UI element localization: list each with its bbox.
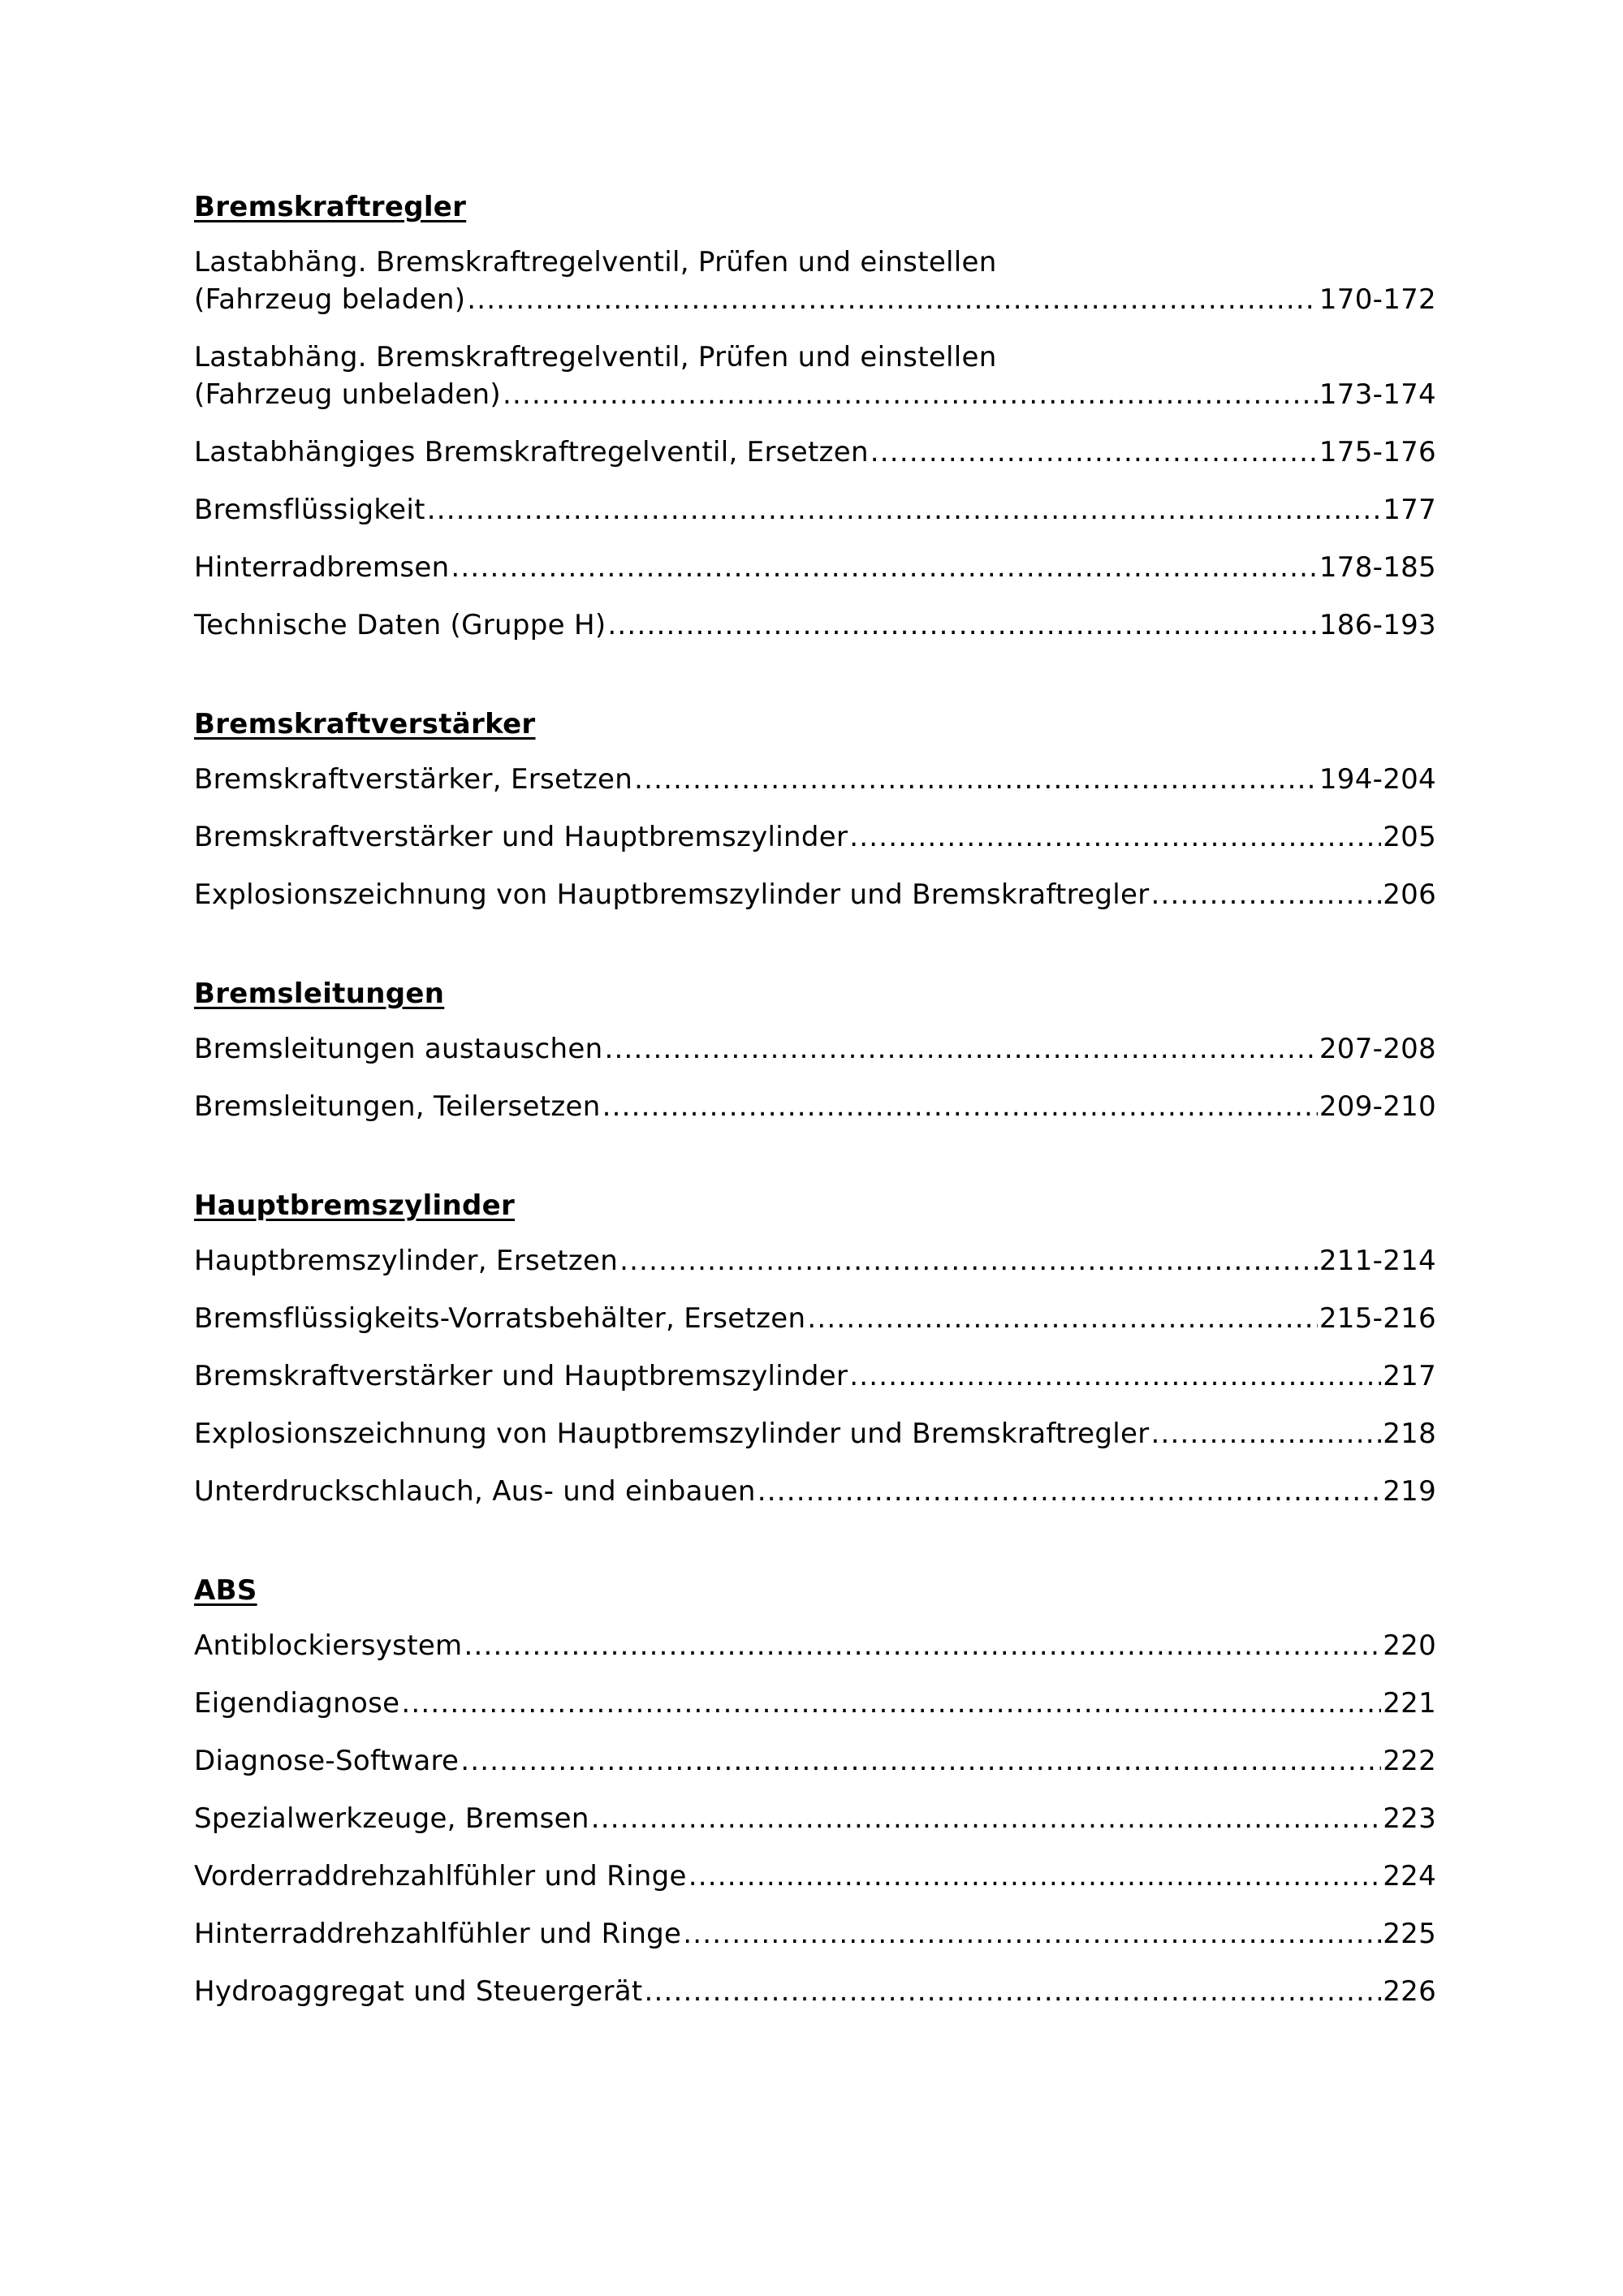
dot-leader — [401, 1685, 1381, 1722]
dot-leader — [807, 1300, 1317, 1337]
entry-label: Vorderraddrehzahlfühler und Ringe — [194, 1860, 687, 1892]
section-title: Bremskraftregler — [194, 191, 467, 223]
toc-entry — [194, 1915, 1436, 1953]
section-title: Hauptbremszylinder — [194, 1189, 516, 1222]
dot-leader — [634, 761, 1318, 798]
toc-entry — [194, 1627, 1436, 1664]
entry-label: Antiblockiersystem — [194, 1629, 463, 1662]
toc-entry — [194, 1030, 1436, 1068]
entry-page-number: 223 — [1383, 1802, 1436, 1835]
entry-page-number: 219 — [1383, 1475, 1436, 1508]
dot-leader — [604, 1030, 1317, 1068]
entry-page-number: 175-176 — [1319, 436, 1436, 468]
entry-label: Bremsflüssigkeits-Vorratsbehälter, Ersetzen — [194, 1302, 806, 1335]
entry-label: Bremskraftverstärker, Ersetzen — [194, 763, 633, 796]
entry-label: Spezialwerkzeuge, Bremsen — [194, 1802, 589, 1835]
dot-leader — [503, 376, 1318, 413]
section-title: ABS — [194, 1574, 257, 1607]
entry-label: Hinterraddrehzahlfühler und Ringe — [194, 1918, 682, 1950]
toc-entry — [194, 491, 1436, 529]
toc-entry — [194, 1858, 1436, 1895]
dot-leader — [870, 434, 1318, 471]
dot-leader — [467, 281, 1318, 318]
entry-page-number: 206 — [1383, 878, 1436, 911]
entry-page-number: 222 — [1383, 1745, 1436, 1777]
entry-label: Hydroaggregat und Steuergerät — [194, 1975, 643, 2008]
toc-entry — [194, 1685, 1436, 1722]
entry-label: Technische Daten (Gruppe H) — [194, 609, 606, 641]
toc-entry — [194, 1242, 1436, 1280]
entry-page-number: 224 — [1383, 1860, 1436, 1892]
entry-label: (Fahrzeug unbeladen) — [194, 378, 501, 411]
entry-page-number: 207-208 — [1319, 1033, 1436, 1065]
toc-entry — [194, 1800, 1436, 1837]
entry-page-number: 221 — [1383, 1687, 1436, 1720]
entry-page-number: 173-174 — [1319, 378, 1436, 411]
entry-label: Bremskraftverstärker und Hauptbremszylinder — [194, 821, 848, 853]
dot-leader — [683, 1915, 1381, 1953]
dot-leader — [1151, 1415, 1382, 1452]
entry-label-line1: Lastabhäng. Bremskraftregelventil, Prüfen und einstellen — [194, 246, 997, 278]
dot-leader — [758, 1473, 1381, 1510]
dot-leader — [1151, 876, 1382, 913]
dot-leader — [849, 1357, 1381, 1395]
table-of-contents — [194, 188, 1436, 2072]
entry-label: Diagnose-Software — [194, 1745, 460, 1777]
entry-page-number: 194-204 — [1319, 763, 1436, 796]
entry-label: Bremskraftverstärker und Hauptbremszylinder — [194, 1360, 848, 1392]
entry-page-number: 209-210 — [1319, 1090, 1436, 1123]
toc-entry — [194, 761, 1436, 798]
entry-page-number: 186-193 — [1319, 609, 1436, 641]
toc-entry — [194, 434, 1436, 471]
entry-page-number: 211-214 — [1319, 1245, 1436, 1277]
dot-leader — [460, 1742, 1381, 1780]
entry-label: Bremsleitungen, Teilersetzen — [194, 1090, 601, 1123]
dot-leader — [645, 1973, 1382, 2010]
entry-page-number: 177 — [1383, 494, 1436, 526]
dot-leader — [464, 1627, 1381, 1664]
entry-label: Hauptbremszylinder, Ersetzen — [194, 1245, 619, 1277]
entry-page-number: 220 — [1383, 1629, 1436, 1662]
entry-page-number: 215-216 — [1319, 1302, 1436, 1335]
toc-section-hauptbremszylinder — [194, 1187, 1436, 1510]
entry-label: Hinterradbremsen — [194, 551, 450, 584]
toc-section-abs — [194, 1572, 1436, 2010]
entry-label-line1: Lastabhäng. Bremskraftregelventil, Prüfen und einstellen — [194, 341, 997, 373]
entry-label: Lastabhängiges Bremskraftregelventil, Ersetzen — [194, 436, 869, 468]
toc-entry — [194, 606, 1436, 644]
dot-leader — [591, 1800, 1381, 1837]
entry-label: Explosionszeichnung von Hauptbremszylinder und Bremskraftregler — [194, 1418, 1150, 1450]
entry-page-number: 217 — [1383, 1360, 1436, 1392]
dot-leader — [602, 1088, 1318, 1125]
section-title: Bremsleitungen — [194, 978, 445, 1010]
dot-leader — [688, 1858, 1381, 1895]
toc-entry — [194, 818, 1436, 856]
entry-label: Eigendiagnose — [194, 1687, 400, 1720]
toc-entry — [194, 1473, 1436, 1510]
entry-page-number: 178-185 — [1319, 551, 1436, 584]
dot-leader — [607, 606, 1317, 644]
toc-entry — [194, 1300, 1436, 1337]
toc-entry — [194, 1973, 1436, 2010]
toc-entry — [194, 339, 1436, 413]
entry-label: Bremsflüssigkeit — [194, 494, 425, 526]
toc-entry — [194, 1742, 1436, 1780]
entry-label: (Fahrzeug beladen) — [194, 283, 466, 316]
toc-entry — [194, 549, 1436, 586]
dot-leader — [619, 1242, 1318, 1280]
toc-section-bremskraftverstaerker — [194, 706, 1436, 913]
entry-label: Bremsleitungen austauschen — [194, 1033, 603, 1065]
section-title: Bremskraftverstärker — [194, 708, 536, 740]
dot-leader — [451, 549, 1317, 586]
toc-entry — [194, 876, 1436, 913]
dot-leader — [427, 491, 1382, 529]
toc-entry — [194, 244, 1436, 318]
dot-leader — [849, 818, 1381, 856]
entry-label: Unterdruckschlauch, Aus- und einbauen — [194, 1475, 756, 1508]
entry-page-number: 205 — [1383, 821, 1436, 853]
entry-page-number: 225 — [1383, 1918, 1436, 1950]
entry-page-number: 226 — [1383, 1975, 1436, 2008]
entry-label: Explosionszeichnung von Hauptbremszylinder und Bremskraftregler — [194, 878, 1150, 911]
entry-page-number: 170-172 — [1319, 283, 1436, 316]
entry-page-number: 218 — [1383, 1418, 1436, 1450]
toc-section-bremsleitungen — [194, 975, 1436, 1125]
toc-section-bremskraftregler — [194, 188, 1436, 644]
toc-entry — [194, 1088, 1436, 1125]
toc-entry — [194, 1357, 1436, 1395]
toc-entry — [194, 1415, 1436, 1452]
